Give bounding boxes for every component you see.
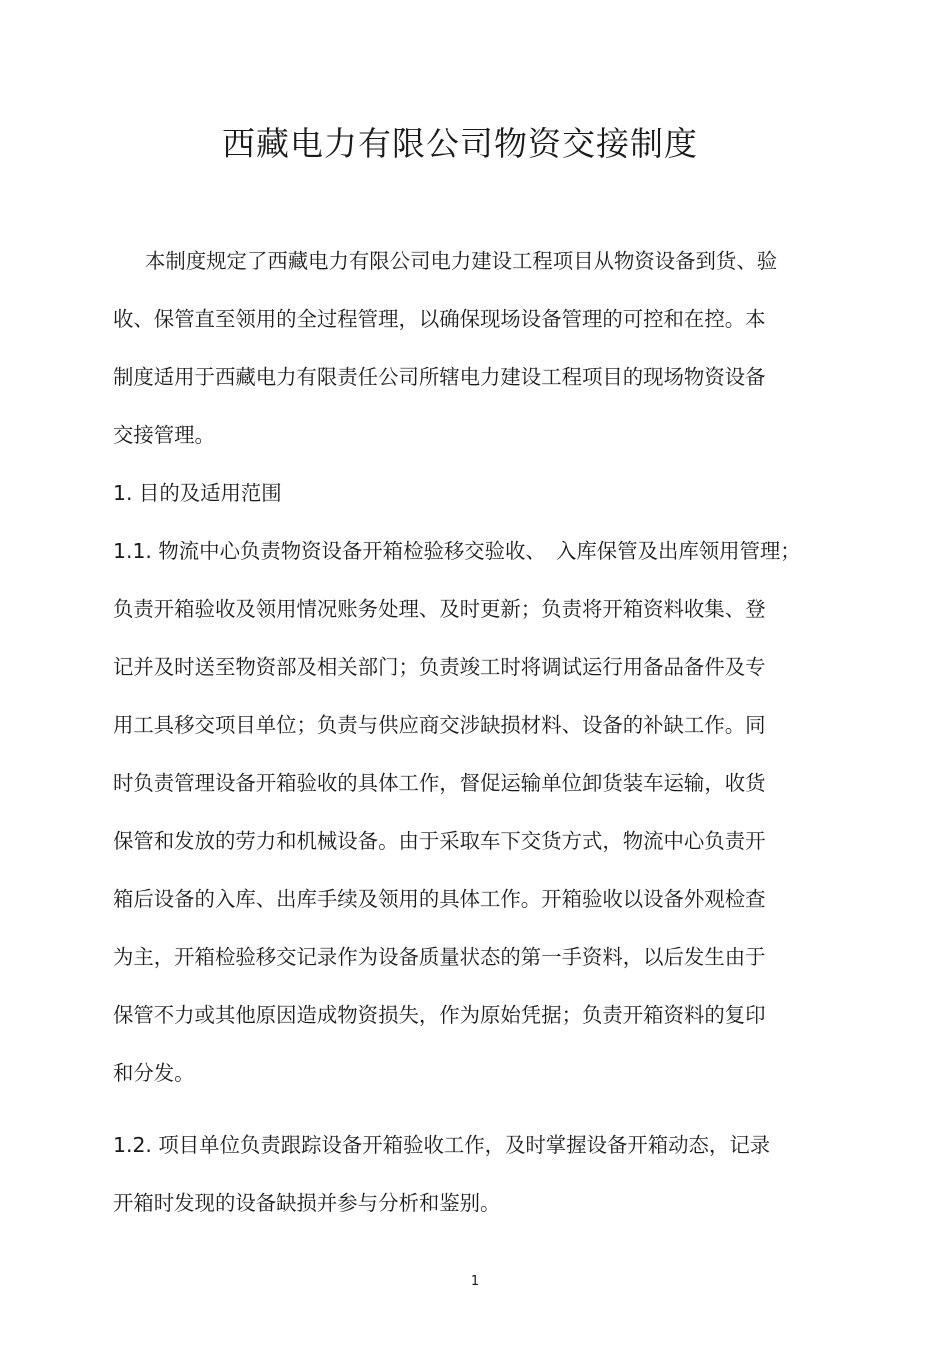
clause-1-1-line-2: 负责开箱验收及领用情况账务处理、及时更新；负责将开箱资料收集、登 <box>113 597 766 621</box>
clause-1-1-line-10: 和分发。 <box>113 1061 195 1085</box>
document-title: 西藏电力有限公司物资交接制度 <box>222 124 698 163</box>
section-heading-1: 1. 目的及适用范围 <box>113 481 282 505</box>
clause-1-1-line-4: 用工具移交项目单位；负责与供应商交涉缺损材料、设备的补缺工作。同 <box>113 713 766 737</box>
clause-1-1-line-9: 保管不力或其他原因造成物资损失，作为原始凭据；负责开箱资料的复印 <box>113 1003 766 1027</box>
clause-1-1-line-5: 时负责管理设备开箱验收的具体工作，督促运输单位卸货装车运输，收货 <box>113 771 766 795</box>
clause-1-1-line-6: 保管和发放的劳力和机械设备。由于采取车下交货方式，物流中心负责开 <box>113 829 766 853</box>
clause-1-2-line-2: 开箱时发现的设备缺损并参与分析和鉴别。 <box>113 1191 501 1215</box>
intro-line-3: 制度适用于西藏电力有限责任公司所辖电力建设工程项目的现场物资设备 <box>113 365 766 389</box>
clause-1-1-line-3: 记并及时送至物资部及相关部门；负责竣工时将调试运行用备品备件及专 <box>113 655 766 679</box>
clause-1-1-line-8: 为主，开箱检验移交记录作为设备质量状态的第一手资料，以后发生由于 <box>113 945 766 969</box>
clause-1-2-line-1: 1.2. 项目单位负责跟踪设备开箱验收工作，及时掌握设备开箱动态，记录 <box>113 1133 771 1157</box>
clause-1-1-line-1: 1.1. 物流中心负责物资设备开箱检验移交验收、 入库保管及出库领用管理； <box>113 539 801 563</box>
intro-line-4: 交接管理。 <box>113 423 215 447</box>
page-number: 1 <box>470 1274 480 1289</box>
intro-line-1: 本制度规定了西藏电力有限公司电力建设工程项目从物资设备到货、验 <box>145 249 778 273</box>
intro-line-2: 收、保管直至领用的全过程管理，以确保现场设备管理的可控和在控。本 <box>113 307 766 331</box>
clause-1-1-line-7: 箱后设备的入库、出库手续及领用的具体工作。开箱验收以设备外观检查 <box>113 887 766 911</box>
